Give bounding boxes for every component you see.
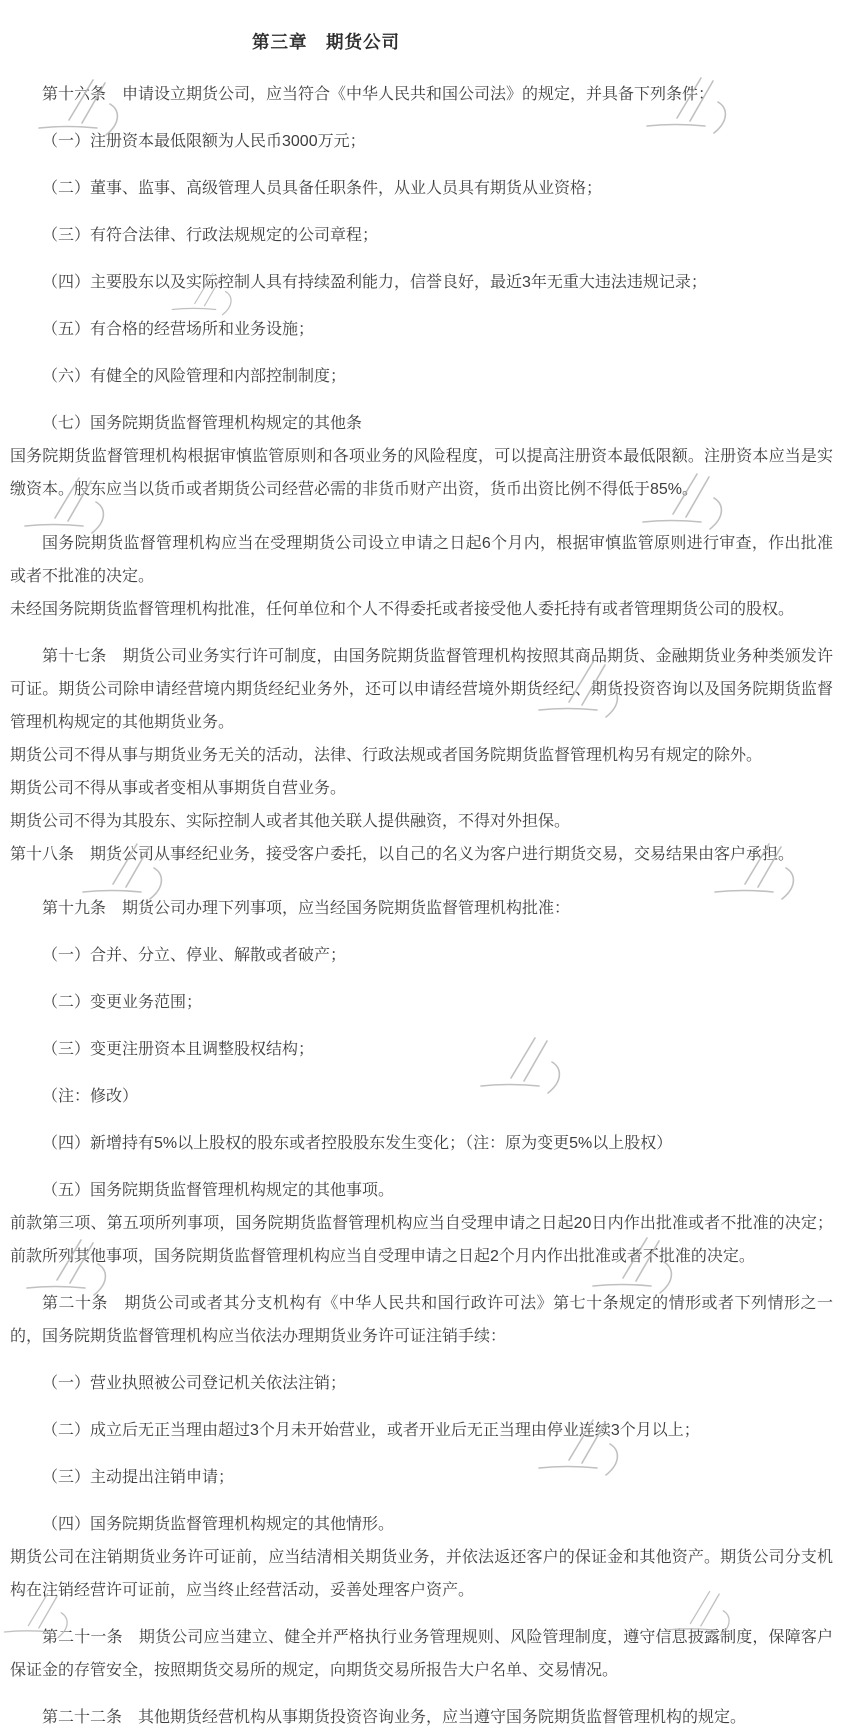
article-paragraph: 第十九条 期货公司办理下列事项，应当经国务院期货监督管理机构批准： xyxy=(42,900,571,917)
chapter-heading: 第三章 期货公司 xyxy=(252,32,400,52)
list-item: （六）有健全的风险管理和内部控制制度； xyxy=(42,368,347,385)
note-line: （注：修改） xyxy=(42,1088,139,1105)
list-item: （一）合并、分立、停业、解散或者破产； xyxy=(42,947,347,964)
list-item: （一）注册资本最低限额为人民币3000万元； xyxy=(42,133,366,150)
body-paragraph: 国务院期货监督管理机构根据审慎监管原则和各项业务的风险程度，可以提高注册资本最低限额。注册资本应当是实缴资本。股东应当以货币或者期货公司经营必需的非货币财产出资，货币出资比例不得低于85%。 xyxy=(10,448,833,498)
article-paragraph: 第十六条 申请设立期货公司，应当符合《中华人民共和国公司法》的规定，并具备下列条件： xyxy=(42,86,715,103)
list-item: （四）新增持有5%以上股权的股东或者控股股东发生变化；（注：原为变更5%以上股权） xyxy=(42,1135,673,1152)
article-paragraph: 国务院期货监督管理机构应当在受理期货公司设立申请之日起6个月内，根据审慎监管原则进行审查，作出批准或者不批准的决定。 xyxy=(10,535,833,585)
body-paragraph: 期货公司在注销期货业务许可证前，应当结清相关期货业务，并依法返还客户的保证金和其他资产。期货公司分支机构在注销经营许可证前，应当终止经营活动，妥善处理客户资产。 xyxy=(10,1549,833,1599)
list-item: （七）国务院期货监督管理机构规定的其他条 xyxy=(42,415,363,432)
list-item: （四）主要股东以及实际控制人具有持续盈利能力，信誉良好，最近3年无重大违法违规记录； xyxy=(42,274,707,291)
body-paragraph: 未经国务院期货监督管理机构批准，任何单位和个人不得委托或者接受他人委托持有或者管理期货公司的股权。 xyxy=(10,601,795,618)
list-item: （三）有符合法律、行政法规规定的公司章程； xyxy=(42,227,379,244)
list-item: （二）成立后无正当理由超过3个月未开始营业，或者开业后无正当理由停业连续3个月以上； xyxy=(42,1422,700,1439)
list-item: （二）变更业务范围； xyxy=(42,994,203,1011)
body-paragraph: 期货公司不得从事与期货业务无关的活动，法律、行政法规或者国务院期货监督管理机构另有规定的除外。 xyxy=(10,747,763,764)
list-item: （三）变更注册资本且调整股权结构； xyxy=(42,1041,315,1058)
paragraph-list xyxy=(10,78,833,1734)
article-paragraph: 第二十条 期货公司或者其分支机构有《中华人民共和国行政许可法》第七十条规定的情形或者下列情形之一的，国务院期货监督管理机构应当依法办理期货业务许可证注销手续： xyxy=(10,1295,833,1345)
body-paragraph: 前款第三项、第五项所列事项，国务院期货监督管理机构应当自受理申请之日起20日内作出批准或者不批准的决定；前款所列其他事项，国务院期货监督管理机构应当自受理申请之日起2个月内作出批准或者不批准的决定。 xyxy=(10,1215,833,1265)
body-paragraph: 期货公司不得为其股东、实际控制人或者其他关联人提供融资，不得对外担保。 xyxy=(10,813,571,830)
list-item: （五）有合格的经营场所和业务设施； xyxy=(42,321,315,338)
article-paragraph: 第二十二条 其他期货经营机构从事期货投资咨询业务，应当遵守国务院期货监督管理机构的规定。 xyxy=(42,1709,747,1726)
list-item: （一）营业执照被公司登记机关依法注销； xyxy=(42,1375,347,1392)
article-paragraph: 第二十一条 期货公司应当建立、健全并严格执行业务管理规则、风险管理制度，遵守信息披露制度，保障客户保证金的存管安全，按照期货交易所的规定，向期货交易所报告大户名单、交易情况。 xyxy=(10,1629,833,1679)
body-paragraph: 期货公司不得从事或者变相从事期货自营业务。 xyxy=(10,780,347,797)
list-item: （三）主动提出注销申请； xyxy=(42,1469,235,1486)
body-paragraph: 第十八条 期货公司从事经纪业务，接受客户委托，以自己的名义为客户进行期货交易，交易结果由客户承担。 xyxy=(10,846,795,863)
list-item: （四）国务院期货监督管理机构规定的其他情形。 xyxy=(42,1516,395,1533)
list-item: （五）国务院期货监督管理机构规定的其他事项。 xyxy=(42,1182,395,1199)
article-paragraph: 第十七条 期货公司业务实行许可制度，由国务院期货监督管理机构按照其商品期货、金融期货业务种类颁发许可证。期货公司除申请经营境内期货经纪业务外，还可以申请经营境外期货经纪、期货投资咨询以及国务院期货监督管理机构规定的其他期货业务。 xyxy=(10,648,833,731)
list-item: （二）董事、监事、高级管理人员具备任职条件，从业人员具有期货从业资格； xyxy=(42,180,603,197)
